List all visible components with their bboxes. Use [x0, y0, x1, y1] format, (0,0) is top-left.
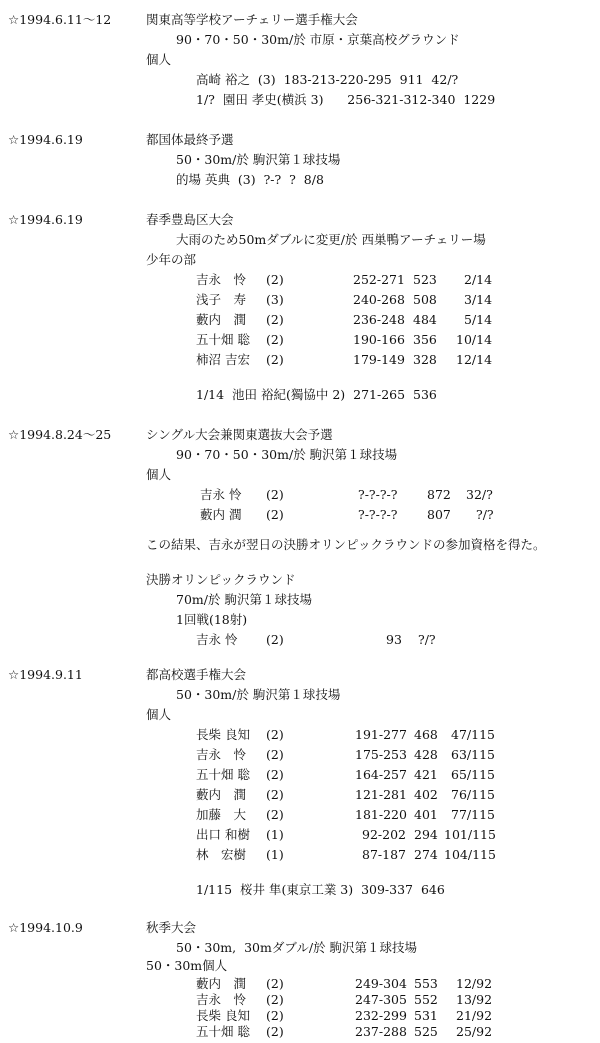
event-section: 個人: [146, 52, 172, 67]
athlete-rank: 10/14: [456, 332, 493, 347]
event-title: 都高校選手権大会: [146, 667, 247, 682]
athlete-name: 吉永 怜: [196, 272, 247, 287]
event-title: 秋季大会: [146, 920, 197, 935]
athlete-name: 長柴 良知: [196, 727, 250, 742]
athlete-total: 807: [427, 507, 451, 522]
athlete-name: 藪内 潤: [196, 787, 247, 802]
athlete-grade: (2): [266, 1008, 284, 1023]
athlete-grade: (2): [266, 487, 284, 502]
athlete-grade: (2): [266, 807, 284, 822]
athlete-grade: (1): [266, 827, 284, 842]
athlete-name: 林 宏樹: [196, 847, 247, 862]
event-venue: 大雨のため50mダブルに変更/於 西巣鴨アーチェリー場: [176, 232, 486, 247]
athlete-name: 柿沼 吉宏: [196, 352, 250, 367]
event-date: ☆1994.6.11～12: [8, 12, 112, 27]
winner-line: 1/115 桜井 隼(東京工業 3) 309-337 646: [196, 882, 445, 897]
athlete-total: 508: [413, 292, 437, 307]
athlete-total: 93: [386, 632, 402, 647]
athlete-grade: (2): [266, 976, 284, 991]
athlete-grade: (2): [266, 312, 284, 327]
athlete-total: 468: [414, 727, 438, 742]
athlete-score: 181-220: [355, 807, 407, 822]
athlete-total: 402: [414, 787, 438, 802]
athlete-rank: 76/115: [451, 787, 495, 802]
athlete-rank: ?/?: [418, 632, 436, 647]
event-date: ☆1994.6.19: [8, 132, 83, 147]
result-line: 高崎 裕之 (3) 183-213-220-295 911 42/?: [196, 72, 459, 87]
athlete-rank: 32/?: [466, 487, 493, 502]
athlete-name: 浅子 寿: [196, 292, 247, 307]
athlete-grade: (2): [266, 747, 284, 762]
athlete-rank: 63/115: [451, 747, 495, 762]
athlete-rank: 21/92: [456, 1008, 493, 1023]
athlete-total: 274: [414, 847, 438, 862]
sub-event-round: 1回戦(18射): [176, 612, 248, 627]
athlete-name: 加藤 大: [196, 807, 247, 822]
athlete-rank: 12/92: [456, 976, 493, 991]
athlete-total: 531: [414, 1008, 438, 1023]
result-note: この結果、吉永が翌日の決勝オリンピックラウンドの参加資格を得た。: [146, 537, 546, 552]
athlete-grade: (2): [266, 272, 284, 287]
athlete-score: 190-166: [353, 332, 405, 347]
event-date: ☆1994.6.19: [8, 212, 83, 227]
result-line: 1/? 園田 孝史(横浜 3) 256-321-312-340 1229: [196, 92, 496, 107]
athlete-total: 553: [414, 976, 438, 991]
event-date: ☆1994.10.9: [8, 920, 83, 935]
event-title: シングル大会兼関東選抜大会予選: [146, 427, 333, 442]
athlete-score: 237-288: [355, 1024, 407, 1039]
athlete-rank: 65/115: [451, 767, 495, 782]
athlete-score: 191-277: [355, 727, 407, 742]
athlete-total: 523: [413, 272, 437, 287]
athlete-name: 藪内 潤: [200, 507, 242, 522]
athlete-grade: (2): [266, 632, 284, 647]
athlete-total: 552: [414, 992, 438, 1007]
athlete-name: 五十畑 聡: [196, 1024, 250, 1039]
result-line: 的場 英典 (3) ?-? ? 8/8: [176, 172, 324, 187]
athlete-name: 吉永 怜: [196, 747, 247, 762]
athlete-total: 525: [414, 1024, 438, 1039]
athlete-total: 401: [414, 807, 438, 822]
athlete-rank: 3/14: [464, 292, 493, 307]
sub-event-venue: 70m/於 駒沢第１球技場: [176, 592, 312, 607]
event-title: 春季豊島区大会: [146, 212, 234, 227]
athlete-grade: (2): [266, 332, 284, 347]
athlete-total: 294: [414, 827, 438, 842]
athlete-rank: 47/115: [451, 727, 495, 742]
event-section: 50・30m個人: [146, 958, 228, 973]
athlete-rank: 25/92: [456, 1024, 493, 1039]
athlete-score: 175-253: [355, 747, 407, 762]
athlete-rank: 5/14: [464, 312, 493, 327]
athlete-rank: 12/14: [456, 352, 493, 367]
winner-line: 1/14 池田 裕紀(獨協中 2) 271-265 536: [196, 387, 437, 402]
athlete-score: 249-304: [355, 976, 407, 991]
athlete-grade: (3): [266, 292, 284, 307]
athlete-grade: (2): [266, 787, 284, 802]
event-venue: 50・30m, 30mダブル/於 駒沢第１球技場: [176, 940, 418, 955]
athlete-name: 吉永 怜: [196, 632, 238, 647]
athlete-name: 五十畑 聡: [196, 332, 250, 347]
event-date: ☆1994.8.24～25: [8, 427, 112, 442]
athlete-score: 179-149: [353, 352, 405, 367]
athlete-score: 232-299: [355, 1008, 407, 1023]
athlete-rank: 104/115: [444, 847, 496, 862]
athlete-name: 藪内 潤: [196, 976, 247, 991]
event-date: ☆1994.9.11: [8, 667, 83, 682]
athlete-grade: (1): [266, 847, 284, 862]
athlete-rank: 2/14: [464, 272, 493, 287]
athlete-score: ?-?-?-?: [358, 487, 398, 502]
athlete-rank: 77/115: [451, 807, 495, 822]
event-section: 少年の部: [146, 252, 197, 267]
sub-event-title: 決勝オリンピックラウンド: [146, 572, 296, 587]
athlete-total: 328: [413, 352, 437, 367]
athlete-rank: 13/92: [456, 992, 493, 1007]
athlete-total: 421: [414, 767, 438, 782]
athlete-grade: (2): [266, 1024, 284, 1039]
athlete-score: ?-?-?-?: [358, 507, 398, 522]
athlete-grade: (2): [266, 727, 284, 742]
event-section: 個人: [146, 467, 172, 482]
athlete-name: 吉永 怜: [200, 487, 242, 502]
athlete-score: 87-187: [362, 847, 406, 862]
athlete-grade: (2): [266, 352, 284, 367]
athlete-score: 247-305: [355, 992, 407, 1007]
athlete-grade: (2): [266, 992, 284, 1007]
athlete-rank: ?/?: [476, 507, 494, 522]
athlete-score: 121-281: [355, 787, 407, 802]
event-venue: 90・70・50・30m/於 駒沢第１球技場: [176, 447, 398, 462]
athlete-score: 164-257: [355, 767, 407, 782]
athlete-total: 428: [414, 747, 438, 762]
event-section: 個人: [146, 707, 172, 722]
athlete-name: 長柴 良知: [196, 1008, 250, 1023]
athlete-score: 240-268: [353, 292, 405, 307]
event-title: 都国体最終予選: [146, 132, 234, 147]
athlete-rank: 101/115: [444, 827, 496, 842]
event-venue: 50・30m/於 駒沢第１球技場: [176, 152, 341, 167]
event-venue: 50・30m/於 駒沢第１球技場: [176, 687, 341, 702]
athlete-total: 356: [413, 332, 437, 347]
athlete-total: 484: [413, 312, 437, 327]
athlete-total: 872: [427, 487, 451, 502]
athlete-name: 藪内 潤: [196, 312, 247, 327]
athlete-score: 236-248: [353, 312, 405, 327]
event-title: 関東高等学校アーチェリー選手権大会: [146, 12, 358, 27]
athlete-grade: (2): [266, 507, 284, 522]
athlete-grade: (2): [266, 767, 284, 782]
athlete-name: 出口 和樹: [196, 827, 250, 842]
event-venue: 90・70・50・30m/於 市原・京葉高校グラウンド: [176, 32, 460, 47]
athlete-score: 92-202: [362, 827, 406, 842]
athlete-name: 五十畑 聡: [196, 767, 250, 782]
athlete-name: 吉永 怜: [196, 992, 247, 1007]
athlete-score: 252-271: [353, 272, 405, 287]
